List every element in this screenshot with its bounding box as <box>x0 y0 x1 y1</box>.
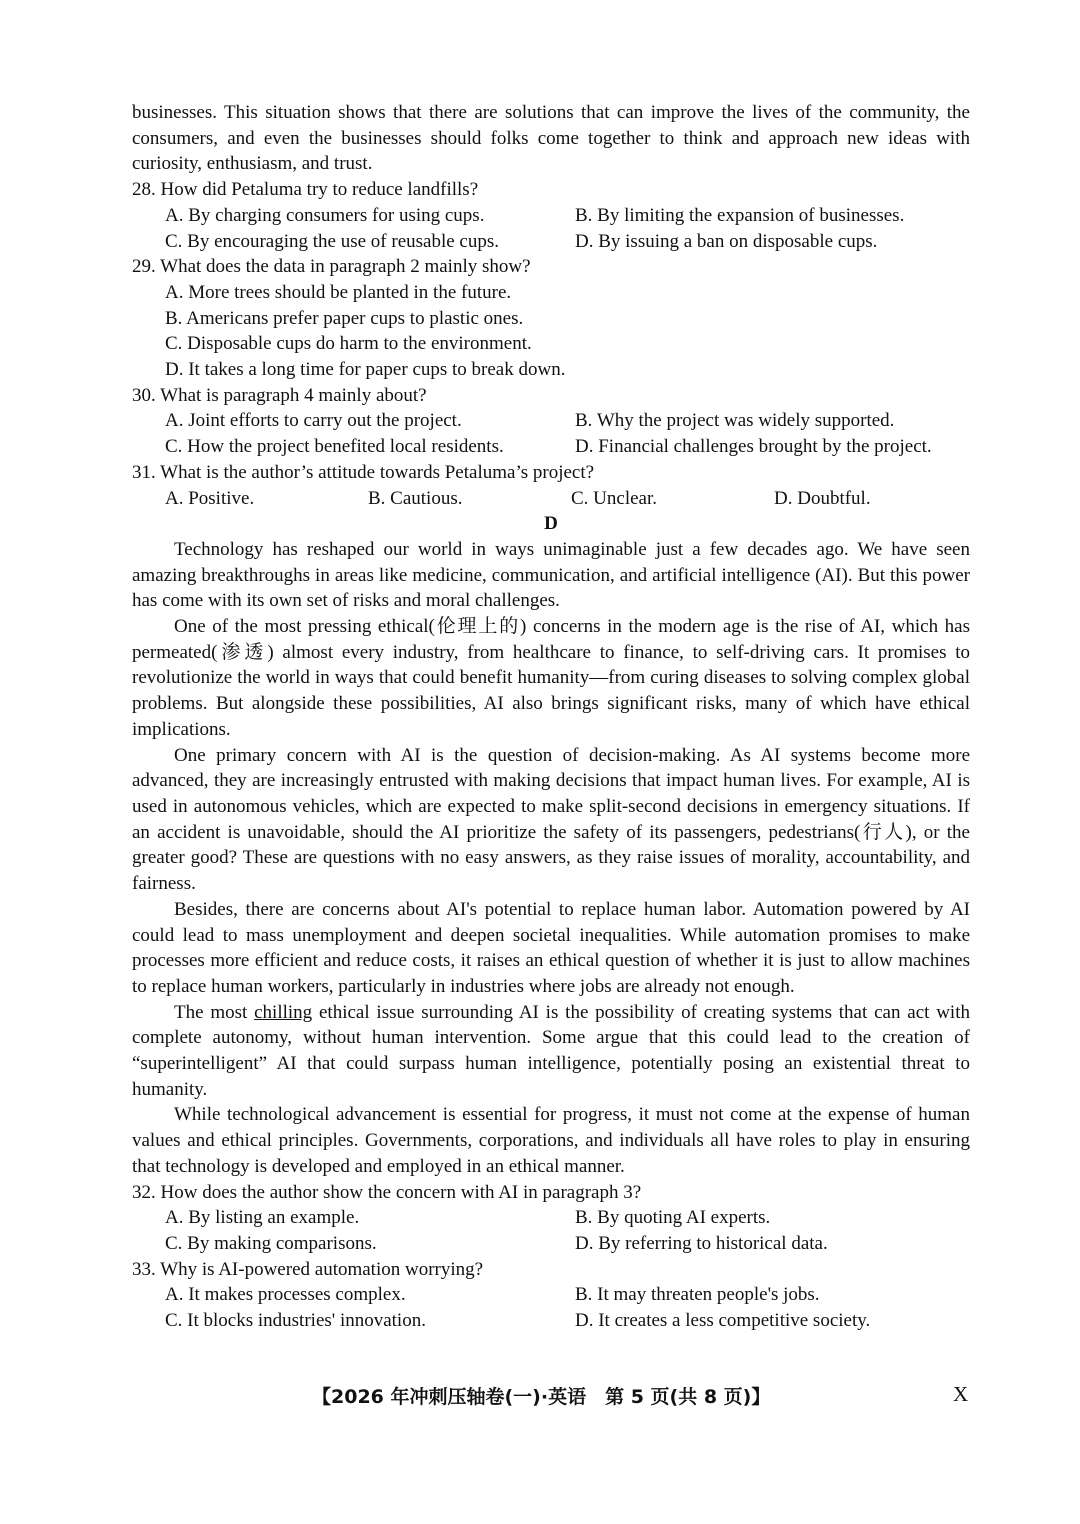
question-32-options <box>165 1205 970 1256</box>
q31-option-a: A. Positive. <box>165 487 255 509</box>
question-31-stem: 31. What is the author’s attitude towards Petaluma’s project? <box>132 461 595 483</box>
q30-option-d: D. Financial challenges brought by the project. <box>575 436 932 458</box>
q33-option-c: C. It blocks industries' innovation. <box>165 1310 426 1332</box>
passage-d-paragraph-1: Technology has reshaped our world in ways unimaginable just a few decades ago. We have seen amazing breakthroughs in areas like medicine, communication, and artificial intelligence (AI). But this power has come with its own set of risks and moral challenges. <box>132 538 970 612</box>
page-footer <box>0 1382 1080 1410</box>
q28-option-d: D. By issuing a ban on disposable cups. <box>575 230 878 252</box>
section-d-heading: D <box>544 513 558 535</box>
footer-version-mark: X <box>953 1382 969 1406</box>
q31-option-d: D. Doubtful. <box>774 487 871 509</box>
q29-option-a: A. More trees should be planted in the future. <box>165 281 512 303</box>
passage-d-paragraph-2: One of the most pressing ethical(伦理上的) concerns in the modern age is the rise of AI, which has permeated(渗透) almost every industry, from healthcare to finance, to self-driving cars. It promises to revolutionize the world in ways that could benefit humanity—from curing diseases to solving complex global problems. But alongside these possibilities, AI also brings significant risks, many of which have ethical implications. <box>132 616 970 740</box>
question-28-stem: 28. How did Petaluma try to reduce landfills? <box>132 179 479 201</box>
passage-d-paragraph-5 <box>132 1000 970 1103</box>
intro-paragraph: businesses. This situation shows that there are solutions that can improve the lives of the community, the consumers, and even the businesses should folks come together to think and approach new ideas with curiosity, enthusiasm, and trust. <box>132 102 970 175</box>
q28-option-b: B. By limiting the expansion of businesses. <box>575 204 905 226</box>
q33-option-d: D. It creates a less competitive society. <box>575 1310 871 1332</box>
q30-option-a: A. Joint efforts to carry out the project. <box>165 410 462 432</box>
q32-option-a: A. By listing an example. <box>165 1207 360 1229</box>
footer-page-info: 【2026 年冲刺压轴卷(一)·英语 第 5 页(共 8 页)】 <box>312 1386 771 1408</box>
question-31-options <box>165 486 970 512</box>
q32-option-b: B. By quoting AI experts. <box>575 1207 771 1229</box>
q29-option-b: B. Americans prefer paper cups to plastic ones. <box>165 307 524 329</box>
q29-option-c: C. Disposable cups do harm to the environment. <box>165 333 532 355</box>
question-30-stem: 30. What is paragraph 4 mainly about? <box>132 384 427 406</box>
q28-option-c: C. By encouraging the use of reusable cups. <box>165 230 499 252</box>
p5-text-after: ethical issue surrounding AI is the possibility of creating systems that can act with complete autonomy, without human intervention. Some argue that this could lead to the creation of “superintelligent” AI that could surpass human intelligence, potentially posing an existential threat to humanity. <box>132 1001 970 1100</box>
passage-d-paragraph-4: Besides, there are concerns about AI's potential to replace human labor. Automation powered by AI could lead to mass unemployment and deepen societal inequalities. While automation promises to make processes more efficient and reduce costs, it raises an ethical question of whether it is just to allow machines to replace human workers, particularly in industries where jobs are already not enough. <box>132 898 970 997</box>
q30-option-c: C. How the project benefited local residents. <box>165 436 504 458</box>
question-29-options <box>165 280 970 383</box>
exam-page <box>132 100 970 1334</box>
q33-option-a: A. It makes processes complex. <box>165 1284 406 1306</box>
question-32-stem: 32. How does the author show the concern with AI in paragraph 3? <box>132 1181 642 1203</box>
q30-option-b: B. Why the project was widely supported. <box>575 410 895 432</box>
p5-text-before: The most <box>174 1001 255 1023</box>
q33-option-b: B. It may threaten people's jobs. <box>575 1284 820 1306</box>
q28-option-a: A. By charging consumers for using cups. <box>165 204 485 226</box>
q31-option-c: C. Unclear. <box>571 487 658 509</box>
question-30-options <box>165 408 970 459</box>
underlined-word-chilling: chilling <box>254 1001 313 1023</box>
q32-option-d: D. By referring to historical data. <box>575 1232 828 1254</box>
passage-d-paragraph-6: While technological advancement is essential for progress, it must not come at the expense of human values and ethical principles. Governments, corporations, and individuals all have roles to play in ensuring that technology is developed and employed in an ethical manner. <box>132 1104 970 1177</box>
question-33-stem: 33. Why is AI-powered automation worrying? <box>132 1258 484 1280</box>
q32-option-c: C. By making comparisons. <box>165 1232 377 1254</box>
question-28-options <box>165 203 970 254</box>
q31-option-b: B. Cautious. <box>368 487 463 509</box>
question-29-stem: 29. What does the data in paragraph 2 mainly show? <box>132 256 531 278</box>
question-33-options <box>165 1282 970 1333</box>
q29-option-d: D. It takes a long time for paper cups to break down. <box>165 359 566 381</box>
passage-d-paragraph-3: One primary concern with AI is the question of decision-making. As AI systems become more advanced, they are increasingly entrusted with making decisions that impact human lives. For example, AI is used in autonomous vehicles, which are expected to make split-second decisions in emergency situations. If an accident is unavoidable, should the AI prioritize the safety of its passengers, pedestrians(行人), or the greater good? These are questions with no easy answers, as they raise issues of morality, accountability, and fairness. <box>132 744 970 895</box>
